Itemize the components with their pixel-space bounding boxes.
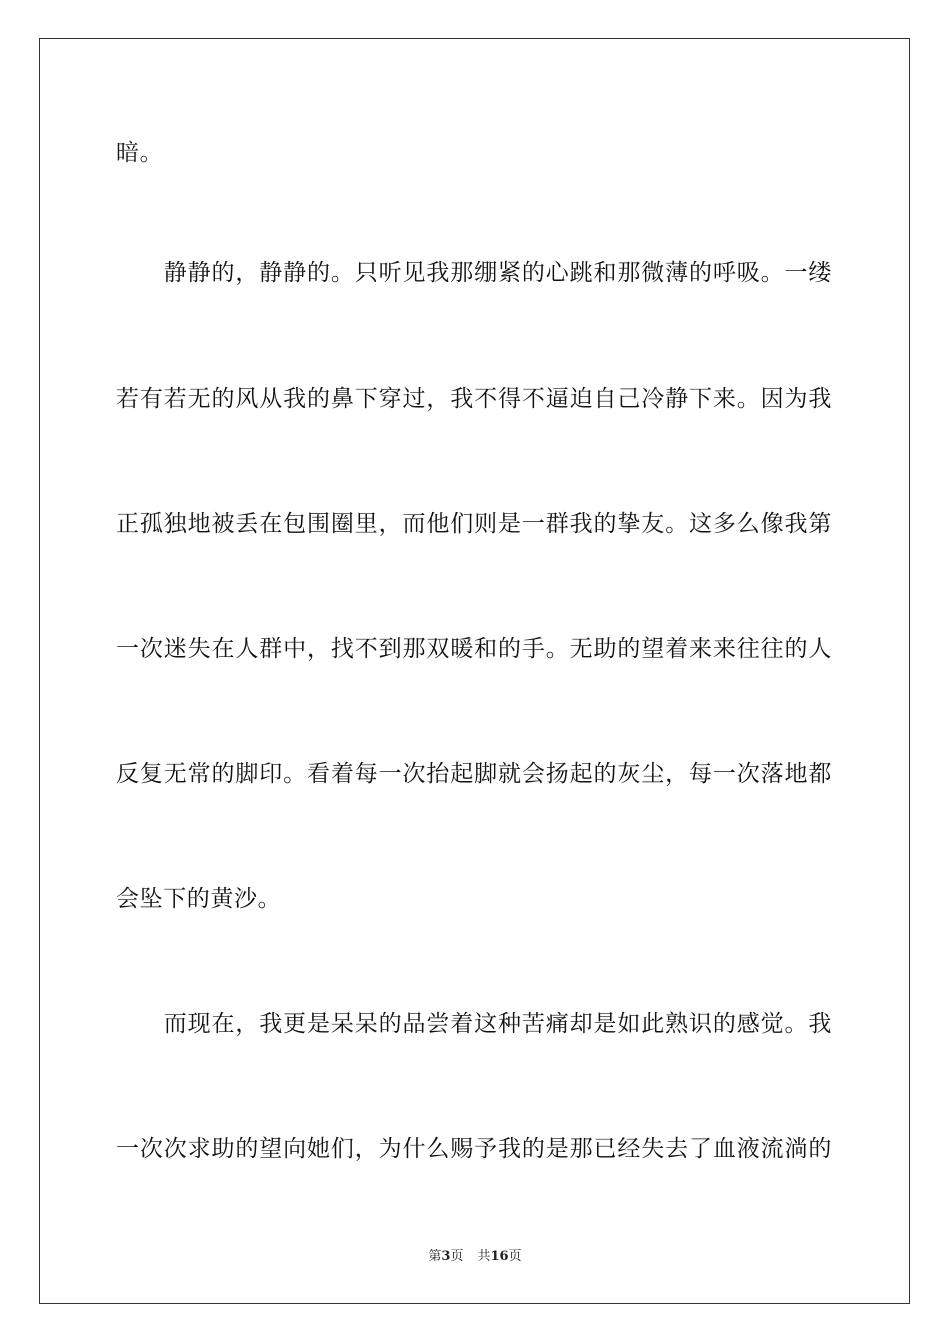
text-line: 会坠下的黄沙。 bbox=[116, 886, 282, 912]
page-border bbox=[39, 38, 910, 1304]
text-line: 暗。 bbox=[116, 140, 164, 166]
text-line: 静静的，静静的。只听见我那绷紧的心跳和那微薄的呼吸。一缕 bbox=[116, 260, 832, 286]
page-footer bbox=[0, 1248, 950, 1266]
text-line: 一次迷失在人群中，找不到那双暖和的手。无助的望着来来往往的人 bbox=[116, 636, 832, 662]
page-total: 共16页 bbox=[477, 1249, 522, 1264]
text-line: 一次次求助的望向她们，为什么赐予我的是那已经失去了血液流淌的 bbox=[116, 1136, 832, 1162]
text-line: 若有若无的风从我的鼻下穿过，我不得不逼迫自己冷静下来。因为我 bbox=[116, 386, 832, 412]
text-line: 正孤独地被丢在包围圈里，而他们则是一群我的挚友。这多么像我第 bbox=[116, 511, 832, 537]
text-line: 反复无常的脚印。看着每一次抬起脚就会扬起的灰尘，每一次落地都 bbox=[116, 761, 832, 787]
text-line: 而现在，我更是呆呆的品尝着这种苦痛却是如此熟识的感觉。我 bbox=[116, 1011, 832, 1037]
page-number: 第3页 bbox=[428, 1249, 464, 1264]
